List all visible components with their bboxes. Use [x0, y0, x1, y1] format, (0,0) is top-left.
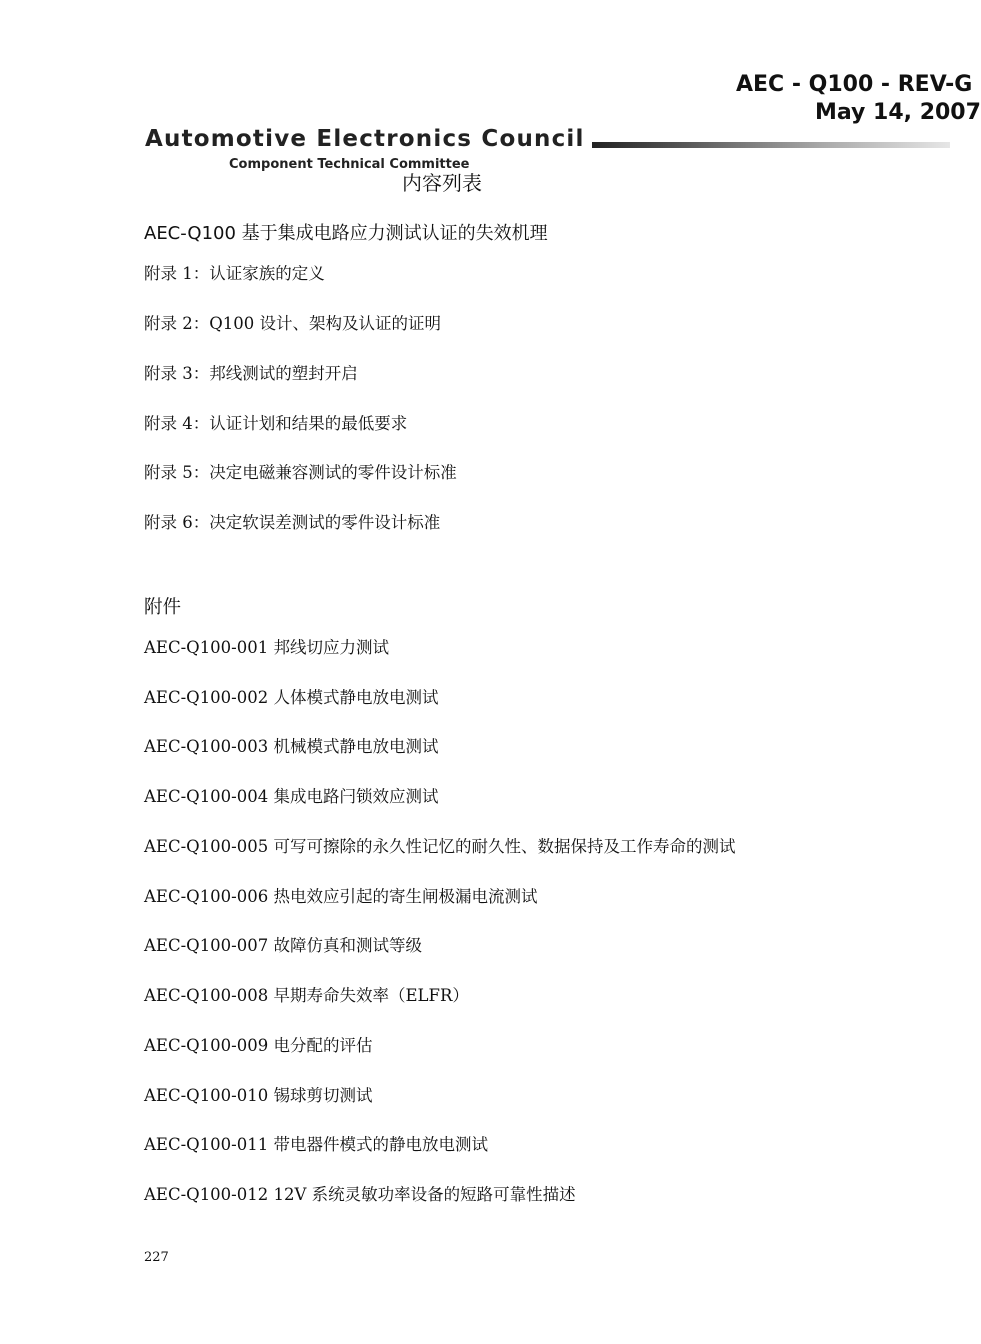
attachment-entry-006: AEC-Q100-006 热电效应引起的寄生闸极漏电流测试 — [144, 887, 538, 906]
appendix-entry-3: 附录 3：邦线测试的塑封开启 — [144, 364, 358, 383]
appendix-entry-6: 附录 6：决定软误差测试的零件设计标准 — [144, 513, 441, 532]
attachment-entry-002: AEC-Q100-002 人体模式静电放电测试 — [144, 688, 439, 707]
attachment-entry-003: AEC-Q100-003 机械模式静电放电测试 — [144, 737, 439, 756]
attachment-entry-004: AEC-Q100-004 集成电路闩锁效应测试 — [144, 787, 439, 806]
header-rule — [592, 142, 950, 148]
attachments-heading: 附件 — [144, 597, 182, 618]
document-date: May 14, 2007 — [815, 100, 981, 125]
document-id: AEC - Q100 - REV-G — [736, 72, 973, 97]
appendix-entry-5: 附录 5：决定电磁兼容测试的零件设计标准 — [144, 463, 457, 482]
appendix-entry-2: 附录 2：Q100 设计、架构及认证的证明 — [144, 314, 442, 333]
attachment-entry-009: AEC-Q100-009 电分配的评估 — [144, 1036, 373, 1055]
attachment-entry-005: AEC-Q100-005 可写可擦除的永久性记忆的耐久性、数据保持及工作寿命的测试 — [144, 837, 736, 856]
committee-subtitle: Component Technical Committee — [229, 157, 470, 172]
attachment-entry-012: AEC-Q100-012 12V 系统灵敏功率设备的短路可靠性描述 — [144, 1185, 576, 1204]
attachment-entry-008: AEC-Q100-008 早期寿命失效率（ELFR） — [144, 986, 469, 1005]
attachment-entry-007: AEC-Q100-007 故障仿真和测试等级 — [144, 936, 422, 955]
page-number: 227 — [144, 1250, 169, 1265]
toc-heading: 内容列表 — [402, 171, 482, 195]
toc-main-entry: AEC-Q100 基于集成电路应力测试认证的失效机理 — [144, 223, 548, 244]
appendix-entry-1: 附录 1：认证家族的定义 — [144, 264, 325, 283]
appendix-entry-4: 附录 4：认证计划和结果的最低要求 — [144, 414, 408, 433]
attachment-entry-001: AEC-Q100-001 邦线切应力测试 — [144, 638, 389, 657]
attachment-entry-011: AEC-Q100-011 带电器件模式的静电放电测试 — [144, 1135, 488, 1154]
council-title: Automotive Electronics Council — [145, 126, 585, 152]
attachment-entry-010: AEC-Q100-010 锡球剪切测试 — [144, 1086, 373, 1105]
